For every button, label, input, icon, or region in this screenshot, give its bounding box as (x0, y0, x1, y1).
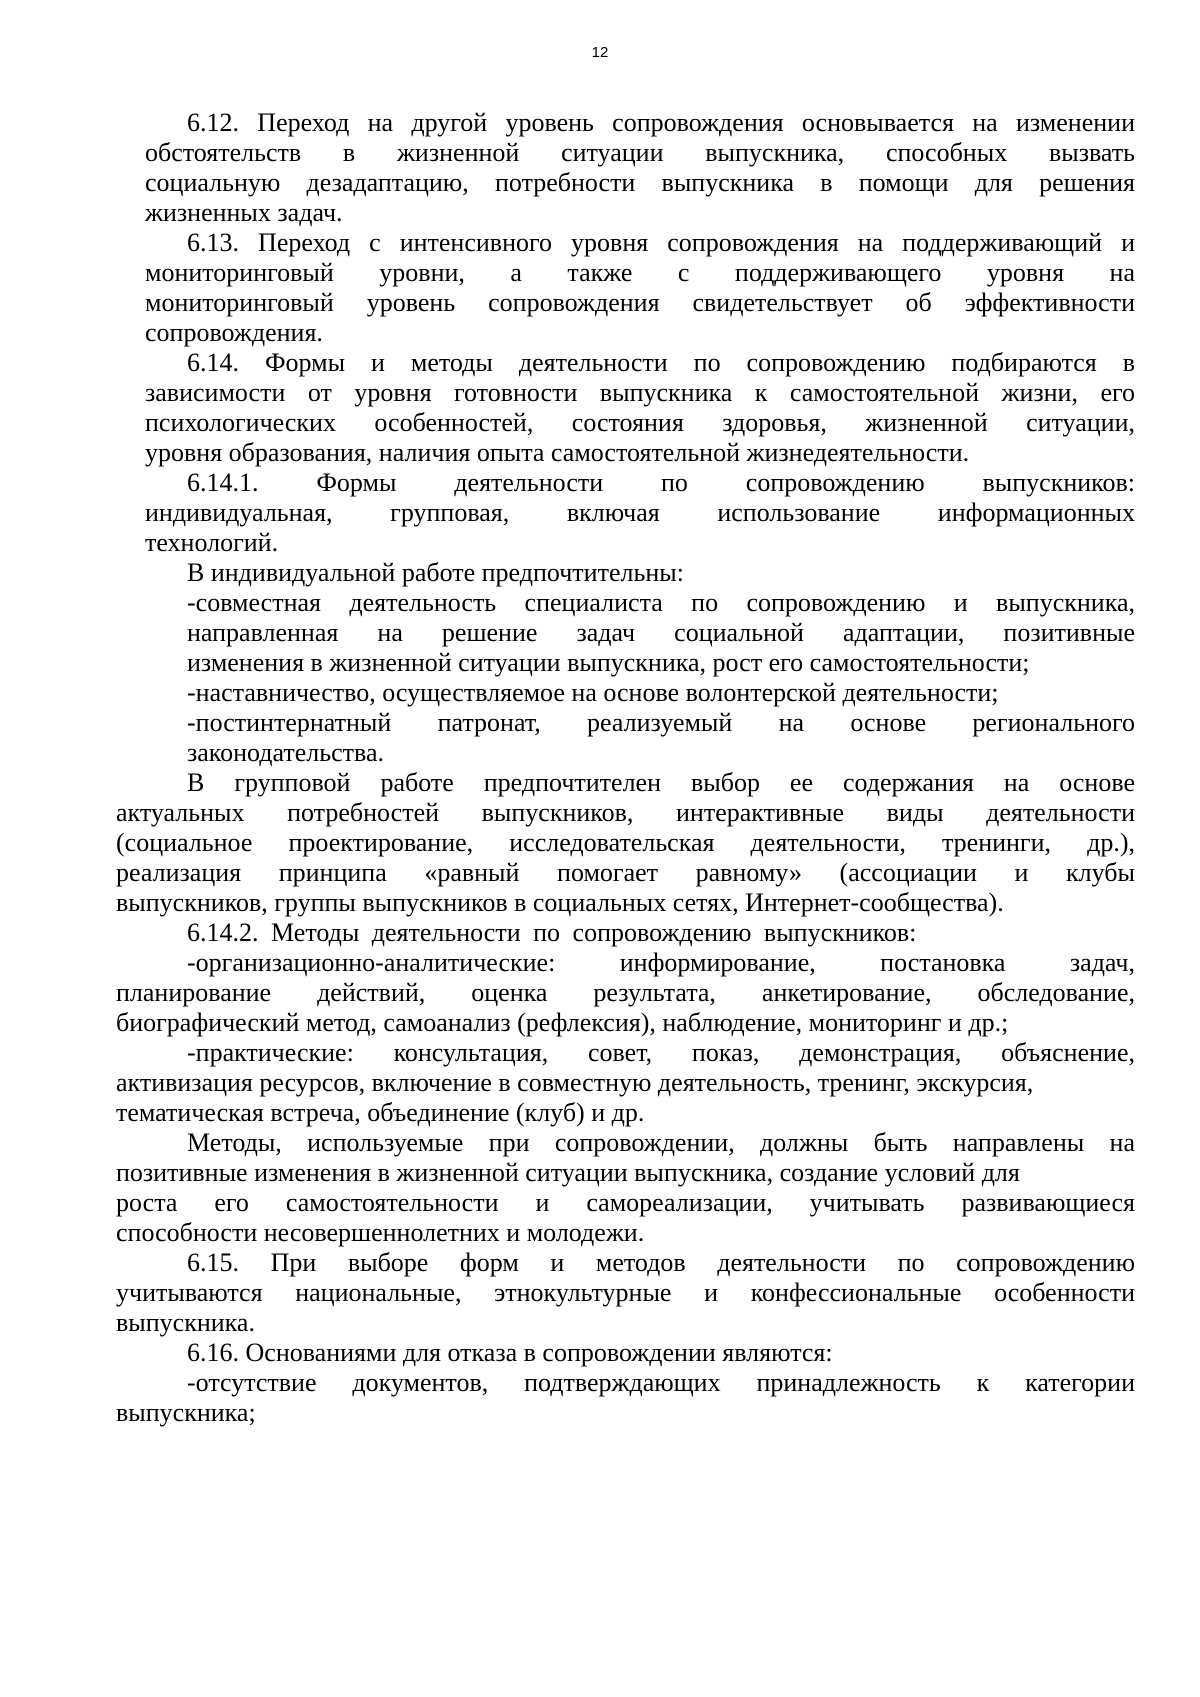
text-line: 6.16. Основаниями для отказа в сопровождении являются: (187, 1338, 833, 1367)
text-line: 6.14.1. Формы деятельности по сопровождению выпускников: (187, 468, 1135, 497)
text-line: изменения в жизненной ситуации выпускника, рост его самостоятельности; (187, 648, 1030, 677)
text-line: -практические: консультация, совет, показ, демонстрация, объяснение, (187, 1038, 1135, 1067)
text-line: 6.14.2. Методы деятельности по сопровождению выпускников: (187, 918, 917, 947)
text-line: 6.12. Переход на другой уровень сопровождения основывается на изменении (187, 108, 1135, 137)
text-line: позитивные изменения в жизненной ситуации выпускника, создание условий для (116, 1158, 1020, 1187)
text-line: 6.13. Переход с интенсивного уровня сопровождения на поддерживающий и (187, 228, 1135, 257)
text-line: -наставничество, осуществляемое на основе волонтерской деятельности; (187, 678, 999, 707)
text-line: активизация ресурсов, включение в совместную деятельность, тренинг, экскурсия, (116, 1068, 1034, 1097)
text-line: зависимости от уровня готовности выпускника к самостоятельной жизни, его (145, 378, 1135, 407)
text-line: -совместная деятельность специалиста по сопровождению и выпускника, (187, 588, 1135, 617)
text-line: Методы, используемые при сопровождении, должны быть направлены на (187, 1128, 1135, 1157)
text-line: актуальных потребностей выпускников, интерактивные виды деятельности (116, 798, 1135, 827)
text-line: 6.14. Формы и методы деятельности по сопровождению подбираются в (187, 348, 1135, 377)
text-line: способности несовершеннолетних и молодежи. (116, 1218, 645, 1247)
text-line: выпускника; (116, 1398, 256, 1427)
text-line: индивидуальная, групповая, включая использование информационных (145, 498, 1135, 527)
text-line: -отсутствие документов, подтверждающих принадлежность к категории (187, 1368, 1135, 1397)
text-line: выпускников, группы выпускников в социальных сетях, Интернет-сообщества). (116, 888, 1004, 917)
text-line: В групповой работе предпочтителен выбор ее содержания на основе (187, 768, 1135, 797)
text-line: реализация принципа «равный помогает равному» (ассоциации и клубы (116, 858, 1135, 887)
text-line: психологических особенностей, состояния здоровья, жизненной ситуации, (145, 408, 1135, 437)
text-line: выпускника. (116, 1308, 255, 1337)
text-line: 6.15. При выборе форм и методов деятельности по сопровождению (187, 1248, 1135, 1277)
text-line: биографический метод, самоанализ (рефлексия), наблюдение, мониторинг и др.; (116, 1008, 1009, 1037)
text-line: тематическая встреча, объединение (клуб) и др. (116, 1098, 645, 1127)
text-line: -постинтернатный патронат, реализуемый на основе регионального (187, 708, 1135, 737)
text-line: (социальное проектирование, исследовательская деятельности, тренинги, др.), (116, 828, 1135, 857)
text-line: В индивидуальной работе предпочтительны: (187, 558, 684, 587)
text-line: мониторинговый уровень сопровождения свидетельствует об эффективности (145, 288, 1135, 317)
text-line: законодательства. (187, 738, 384, 767)
text-line: планирование действий, оценка результата, анкетирование, обследование, (116, 978, 1135, 1007)
text-line: жизненных задач. (145, 198, 343, 227)
text-line: уровня образования, наличия опыта самостоятельной жизнедеятельности. (145, 438, 970, 467)
page-number: 12 (591, 44, 609, 61)
text-line: социальную дезадаптацию, потребности выпускника в помощи для решения (145, 168, 1135, 197)
text-line: мониторинговый уровни, а также с поддерживающего уровня на (145, 258, 1135, 287)
text-line: -организационно-аналитические: информирование, постановка задач, (187, 948, 1135, 977)
text-line: технологий. (145, 528, 279, 557)
text-line: сопровождения. (145, 318, 323, 347)
text-line: роста его самостоятельности и самореализации, учитывать развивающиеся (116, 1188, 1135, 1217)
text-line: учитываются национальные, этнокультурные и конфессиональные особенности (116, 1278, 1135, 1307)
text-line: обстоятельств в жизненной ситуации выпускника, способных вызвать (145, 138, 1135, 167)
text-line: направленная на решение задач социальной адаптации, позитивные (187, 618, 1135, 647)
